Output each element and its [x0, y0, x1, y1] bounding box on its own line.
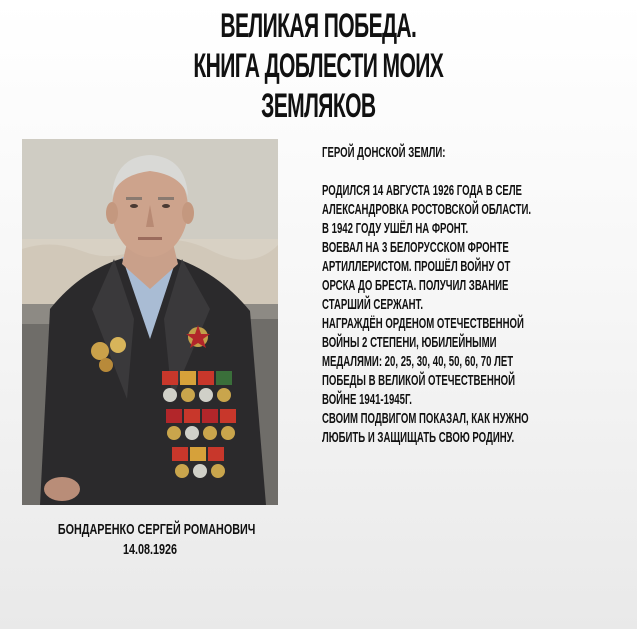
- bio-line: ВОЙНЕ 1941-1945Г.: [322, 391, 412, 408]
- bio-line: АЛЕКСАНДРОВКА РОСТОВСКОЙ ОБЛАСТИ.: [322, 201, 532, 218]
- bio-line: СВОИМ ПОДВИГОМ ПОКАЗАЛ, КАК НУЖНО: [322, 410, 529, 427]
- bio-line: ВОЙНЫ 2 СТЕПЕНИ, ЮБИЛЕЙНЫМИ: [322, 334, 497, 351]
- title-line-3: ЗЕМЛЯКОВ: [261, 87, 376, 125]
- bio-line: В 1942 ГОДУ УШЁЛ НА ФРОНТ.: [322, 220, 469, 237]
- title-line-1: ВЕЛИКАЯ ПОБЕДА.: [220, 7, 417, 45]
- veteran-name: БОНДАРЕНКО СЕРГЕЙ РОМАНОВИЧ: [57, 521, 256, 538]
- bio-line: МЕДАЛЯМИ: 20, 25, 30, 40, 50, 60, 70 ЛЕТ: [322, 353, 514, 370]
- veteran-photo: [22, 139, 278, 505]
- veteran-birth-date: 14.08.1926: [122, 541, 178, 558]
- bio-heading: ГЕРОЙ ДОНСКОЙ ЗЕМЛИ:: [322, 144, 446, 161]
- veteran-portrait-image: [22, 139, 278, 505]
- biography: [322, 143, 597, 447]
- bio-line: РОДИЛСЯ 14 АВГУСТА 1926 ГОДА В СЕЛЕ: [322, 182, 522, 199]
- bio-line: НАГРАЖДЁН ОРДЕНОМ ОТЕЧЕСТВЕННОЙ: [322, 315, 524, 332]
- bio-line: СТАРШИЙ СЕРЖАНТ.: [322, 296, 424, 313]
- bio-line: ОРСКА ДО БРЕСТА. ПОЛУЧИЛ ЗВАНИЕ: [322, 277, 509, 294]
- title-line-2: КНИГА ДОБЛЕСТИ МОИХ: [193, 47, 444, 85]
- bio-line: ПОБЕДЫ В ВЕЛИКОЙ ОТЕЧЕСТВЕННОЙ: [322, 372, 516, 389]
- page-title: [121, 6, 516, 126]
- bio-line: ЛЮБИТЬ И ЗАЩИЩАТЬ СВОЮ РОДИНУ.: [322, 429, 515, 446]
- bio-line: ВОЕВАЛ НА 3 БЕЛОРУССКОМ ФРОНТЕ: [322, 239, 509, 256]
- bio-line: АРТИЛЛЕРИСТОМ. ПРОШЁЛ ВОЙНУ ОТ: [322, 258, 511, 275]
